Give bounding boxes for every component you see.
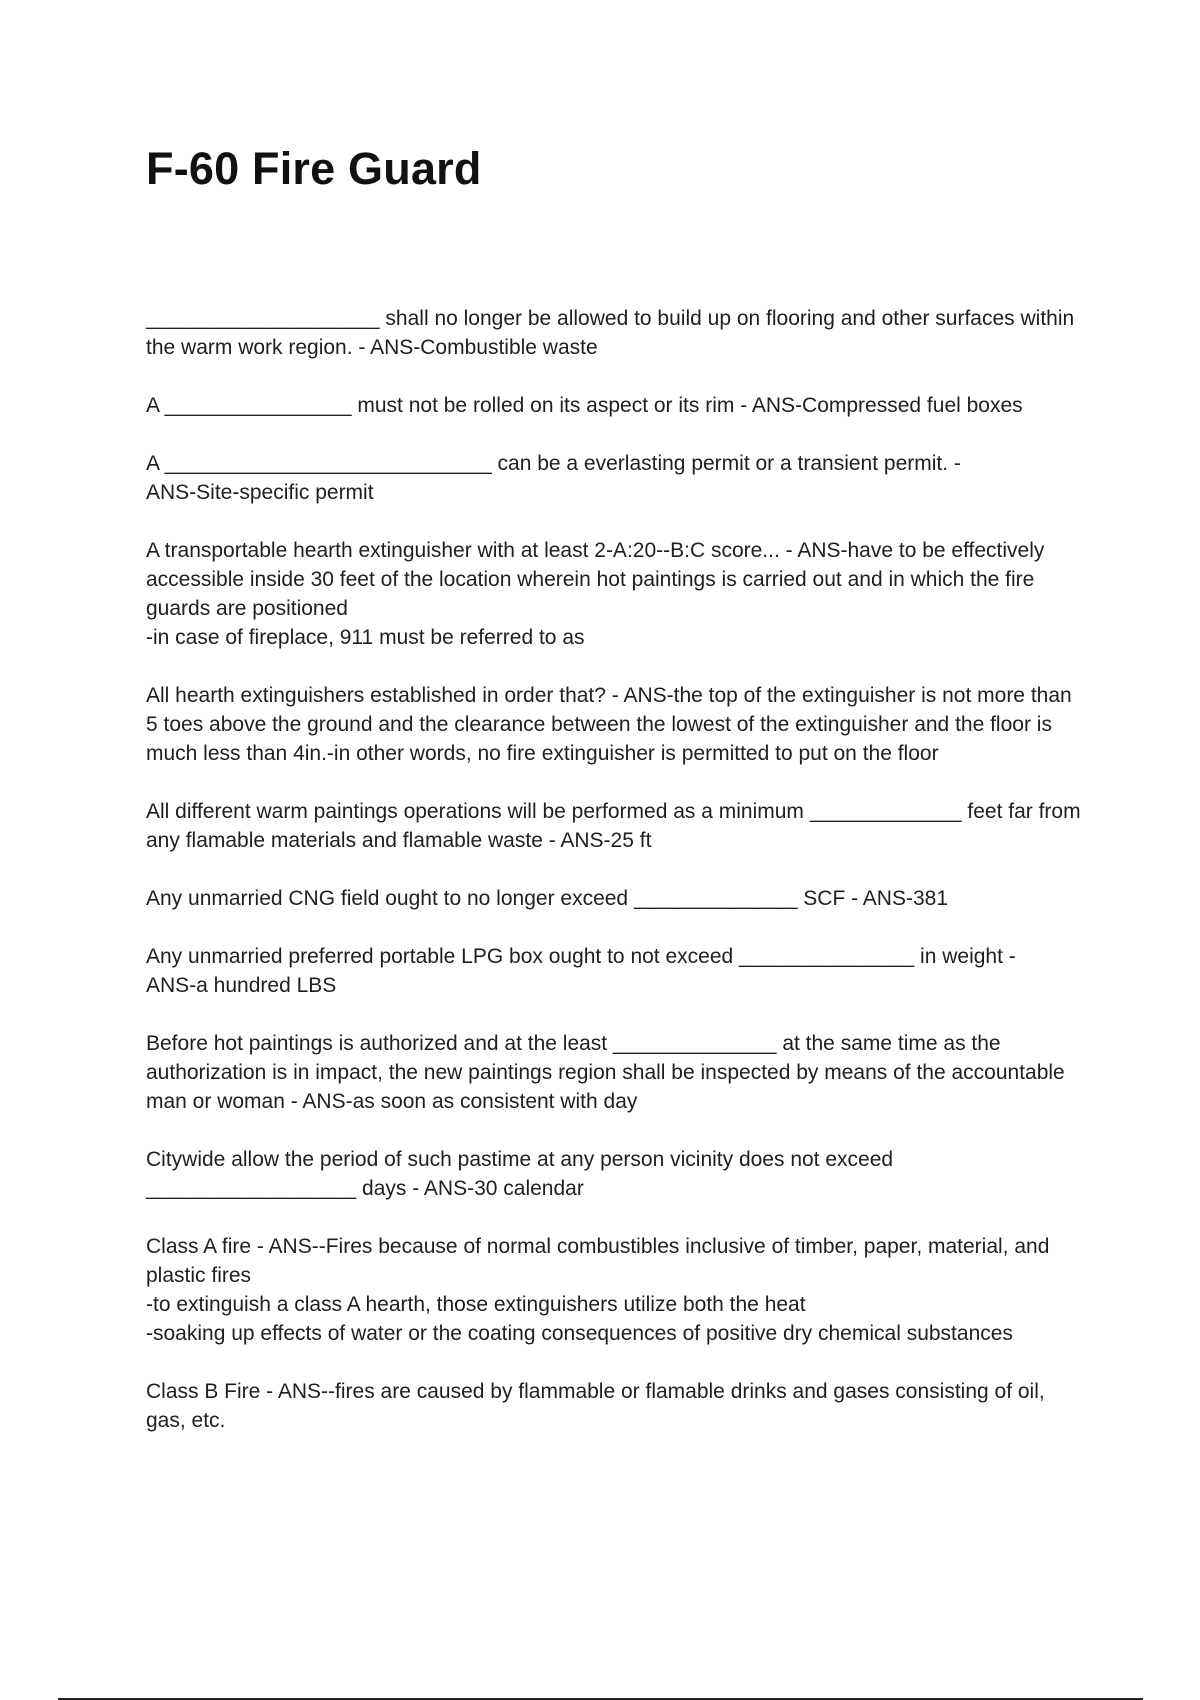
qa-item: A ____________________________ can be a everlasting permit or a transient permit. - ANS-Site-specific permit xyxy=(146,452,961,504)
qa-item: Citywide allow the period of such pastime at any person vicinity does not exceed __________________ days - ANS-30 calendar xyxy=(146,1148,894,1200)
page-title: F-60 Fire Guard xyxy=(146,143,482,194)
qa-item: Class A fire - ANS--Fires because of normal combustibles inclusive of timber, paper, material, and plastic fires -to extinguish a class A hearth, those extinguishers utilize both the heat -soaking up effects of water or the coating consequences of positive dry chemical substances xyxy=(146,1235,1050,1345)
qa-item: Any unmarried preferred portable LPG box ought to not exceed _______________ in weight - ANS-a hundred LBS xyxy=(146,945,1016,997)
qa-item: A transportable hearth extinguisher with at least 2-A:20--B:C score... - ANS-have to be effectively accessible inside 30 feet of the location wherein hot paintings is carried out and in which the fire guards are positioned -in case of fireplace, 911 must be referred to as xyxy=(146,539,1045,649)
qa-item: Class B Fire - ANS--fires are caused by flammable or flamable drinks and gases consisting of oil, gas, etc. xyxy=(146,1380,1045,1432)
qa-item: A ________________ must not be rolled on its aspect or its rim - ANS-Compressed fuel boxes xyxy=(146,394,1023,417)
qa-list xyxy=(146,304,1086,1464)
qa-item: Any unmarried CNG field ought to no longer exceed ______________ SCF - ANS-381 xyxy=(146,887,948,910)
qa-item: ____________________ shall no longer be allowed to build up on flooring and other surfaces within the warm work region. - ANS-Combustible waste xyxy=(146,307,1075,359)
qa-item: All different warm paintings operations will be performed as a minimum _____________ feet far from any flamable materials and flamable waste - ANS-25 ft xyxy=(146,800,1081,852)
qa-item: Before hot paintings is authorized and at the least ______________ at the same time as the authorization is in impact, the new paintings region shall be inspected by means of the accountable man or woman - ANS-as soon as consistent with day xyxy=(146,1032,1065,1113)
qa-item: All hearth extinguishers established in order that? - ANS-the top of the extinguisher is not more than 5 toes above the ground and the clearance between the lowest of the extinguisher and the floor is much less than 4in.-in other words, no fire extinguisher is permitted to put on the floor xyxy=(146,684,1072,765)
